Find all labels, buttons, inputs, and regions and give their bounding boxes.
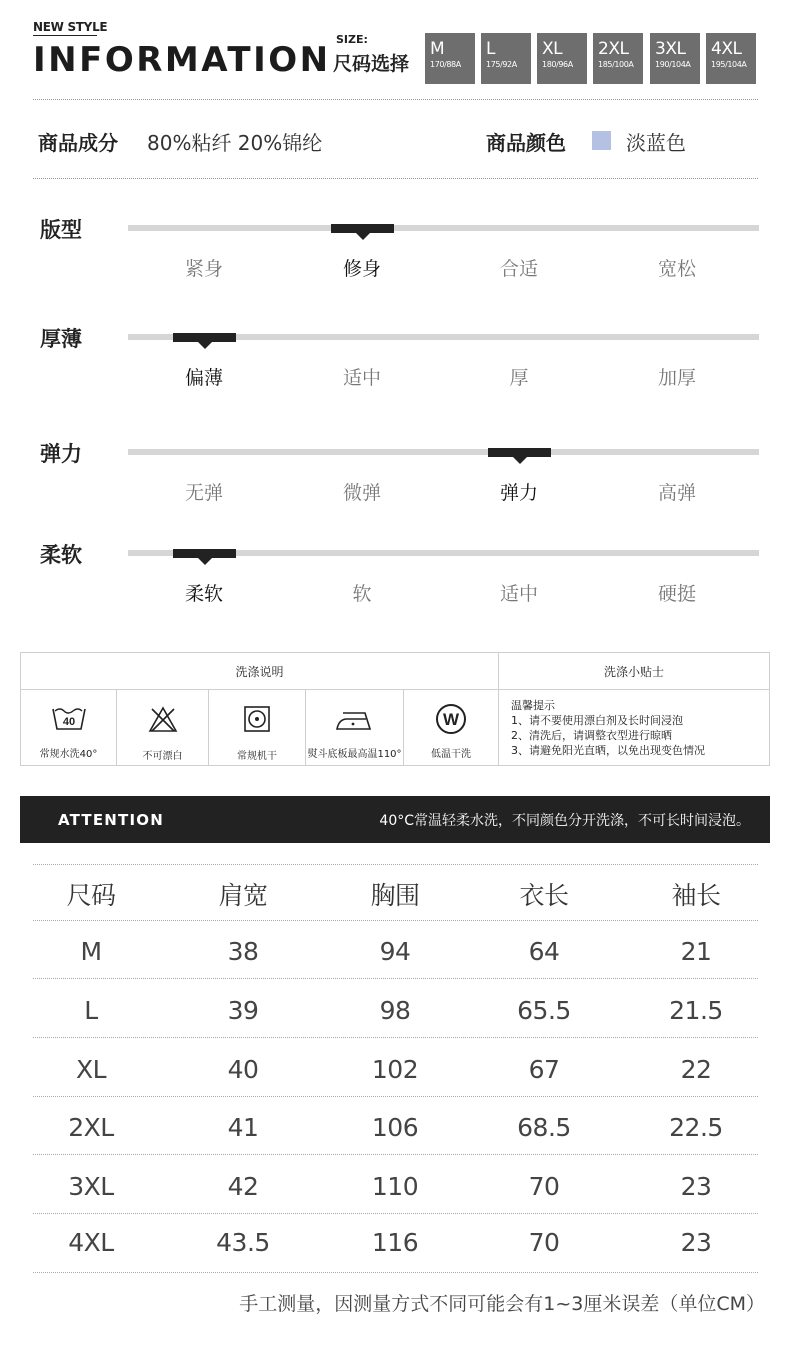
size-name: 4XL [711,39,742,59]
scale-marker [173,333,236,342]
table-divider [33,920,758,921]
color-label: 商品颜色 [486,131,566,155]
scale-title: 厚薄 [40,327,82,351]
size-measure: 185/100A [598,60,634,69]
table-cell: 64 [528,937,560,966]
composition-label: 商品成分 [38,131,118,155]
table-cell: 70 [528,1228,560,1257]
table-cell: 3XL [68,1172,114,1201]
scale-marker [173,549,236,558]
wash-tips [511,698,705,758]
dry-clean-icon [435,703,467,735]
tip-item: 2、清洗后，请调整衣型进行晾晒 [511,729,672,742]
scale-option: 合适 [499,258,538,280]
size-measure: 170/88A [430,60,461,69]
table-cell: 110 [371,1172,419,1201]
new-style-label: NEW STYLE [33,20,108,34]
size-option-xl[interactable] [537,33,587,84]
size-name: M [430,39,445,59]
size-option-3xl[interactable] [650,33,700,84]
scale-option: 适中 [499,583,538,605]
table-cell: 4XL [68,1228,114,1257]
color-swatch [592,131,611,150]
table-cell: 102 [371,1055,419,1084]
tip-item: 1、请不要使用漂白剂及长时间浸泡 [511,714,683,727]
table-cell: 67 [528,1055,560,1084]
attention-title: ATTENTION [58,811,164,829]
table-cell: XL [75,1055,107,1084]
size-label: SIZE: [336,33,368,46]
tip-item: 3、请避免阳光直晒，以免出现变色情况 [511,744,705,757]
scale-option: 紧身 [184,258,223,280]
scale-title: 弹力 [40,442,82,466]
wash-40-icon [52,705,86,731]
scale-option: 硬挺 [657,583,696,605]
new-style-underline [33,35,97,36]
table-divider [33,1272,758,1273]
table-cell: 23 [680,1172,712,1201]
scale-option: 修身 [342,258,381,280]
wash-item [404,691,498,766]
table-cell: 38 [227,937,259,966]
divider [33,99,758,100]
table-cell: 43.5 [216,1228,270,1257]
table-cell: 40 [227,1055,259,1084]
page-title: INFORMATION [33,40,331,80]
scale-option: 无弹 [184,482,223,504]
table-cell: M [80,937,102,966]
wash-item-label: 熨斗底板最高温110° [307,749,402,760]
scale-option: 适中 [342,367,381,389]
attention-bar [20,796,770,843]
table-divider [33,978,758,979]
tumble-dry-icon [243,705,271,733]
table-cell: 21 [680,937,712,966]
table-cell: 98 [379,996,411,1025]
wash-item-label: 常规水洗40° [39,749,98,760]
scale-option: 厚 [509,367,529,389]
size-name: L [486,39,495,59]
scale-track [128,225,759,231]
cell-divider [498,653,499,766]
size-option-m[interactable] [425,33,475,84]
wash-item-label: 常规机干 [237,751,277,762]
color-value: 淡蓝色 [626,131,686,155]
scale-option: 微弹 [342,482,381,504]
table-cell: 22 [680,1055,712,1084]
size-measure: 175/92A [486,60,517,69]
iron-icon [335,705,375,733]
size-measure: 180/96A [542,60,573,69]
wash-temp-text: 40 [62,716,75,728]
table-cell: 41 [227,1113,259,1142]
table-divider [33,1096,758,1097]
table-cell: 42 [227,1172,259,1201]
size-measure: 190/104A [655,60,691,69]
no-bleach-icon [148,705,178,733]
scale-option: 偏薄 [184,367,223,389]
table-divider [33,1154,758,1155]
tips-title: 温馨提示 [511,699,555,712]
divider [33,178,758,179]
size-name: 3XL [655,39,686,59]
size-select-label: 尺码选择 [333,53,410,75]
table-cell: 94 [379,937,411,966]
table-cell: L [84,996,98,1025]
table-header-cell: 袖长 [671,881,721,910]
table-cell: 70 [528,1172,560,1201]
wash-item-label: 不可漂白 [142,751,183,762]
scale-option: 柔软 [184,583,223,605]
size-option-l[interactable] [481,33,531,84]
size-name: 2XL [598,39,629,59]
scale-option: 弹力 [499,482,538,504]
wash-item [209,691,305,766]
table-cell: 116 [371,1228,419,1257]
table-header-cell: 衣长 [519,881,569,910]
table-cell: 39 [227,996,259,1025]
table-cell: 23 [680,1228,712,1257]
scale-option: 宽松 [657,258,696,280]
table-cell: 106 [371,1113,419,1142]
composition-value: 80%粘纤 20%锦纶 [147,131,323,155]
table-cell: 65.5 [517,996,571,1025]
scale-option: 加厚 [657,367,696,389]
table-header-cell: 胸围 [370,881,420,910]
table-cell: 2XL [68,1113,114,1142]
wash-item [306,691,403,766]
wash-header-instructions: 洗涤说明 [21,653,498,690]
table-divider [33,864,758,865]
wash-table [20,652,770,766]
size-option-4xl[interactable] [706,33,756,84]
wash-header-tips: 洗涤小贴士 [499,653,769,690]
size-measure: 195/104A [711,60,747,69]
table-header-cell: 肩宽 [218,881,268,910]
measurement-note: 手工测量，因测量方式不同可能会有1~3厘米误差（单位CM） [239,1293,765,1315]
size-name: XL [542,39,563,59]
size-option-2xl[interactable] [593,33,643,84]
table-cell: 21.5 [669,996,723,1025]
scale-title: 柔软 [40,543,82,567]
table-cell: 68.5 [517,1113,571,1142]
scale-option: 高弹 [657,482,696,504]
table-header-cell: 尺码 [66,881,116,910]
wash-item [117,691,208,766]
scale-marker [331,224,394,233]
attention-message: 40°C常温轻柔水洗，不同颜色分开洗涤，不可长时间浸泡。 [379,813,750,829]
scale-option: 软 [352,583,372,605]
scale-track [128,449,759,455]
table-divider [33,1037,758,1038]
table-divider [33,1213,758,1214]
dry-clean-text: W [442,710,460,729]
scale-marker [488,448,551,457]
table-cell: 22.5 [669,1113,723,1142]
wash-item [21,691,116,766]
scale-title: 版型 [40,218,82,242]
wash-item-label: 低温干洗 [431,749,471,760]
